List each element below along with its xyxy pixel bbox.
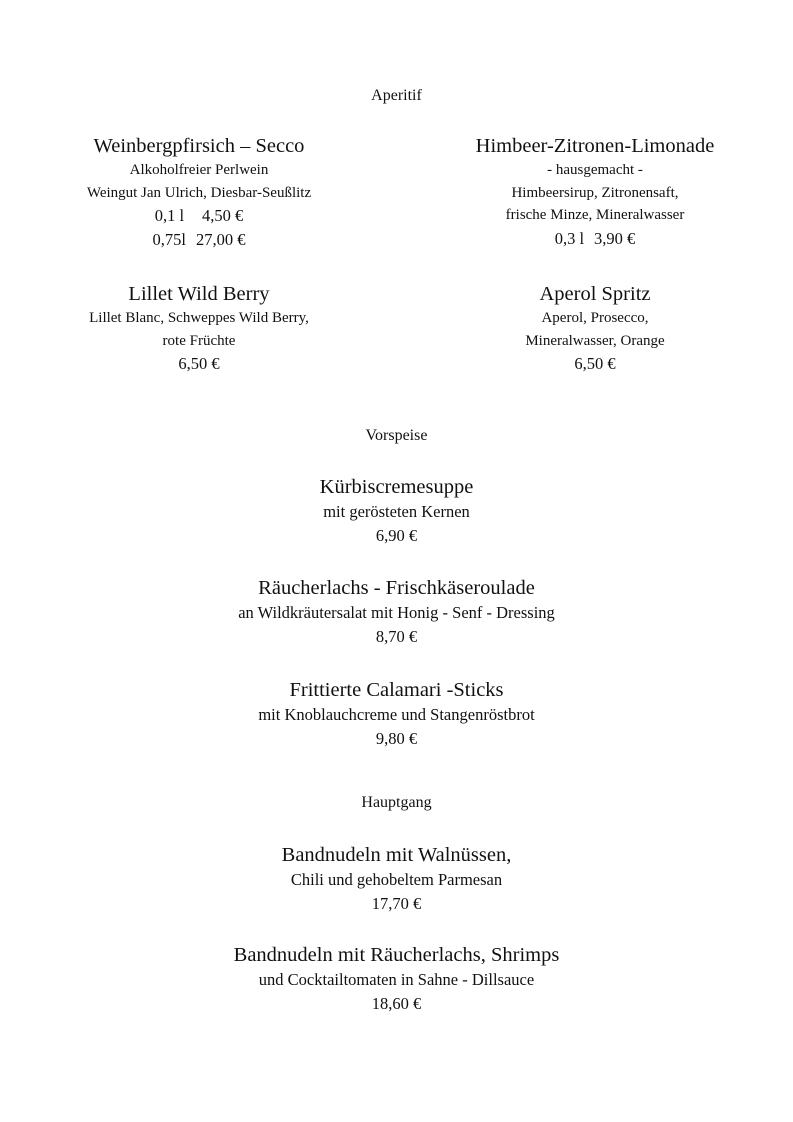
menu-item-bandnudeln-lachs [96,942,697,1016]
item-description: frische Minze, Mineralwasser [505,207,685,223]
item-price: 27,00 € [195,229,246,249]
item-price: 6,50 € [574,354,616,373]
item-price-row [432,227,758,251]
item-name: Himbeer-Zitronen-Limonade [475,135,715,157]
item-description: Chili und gehobeltem Parmesan [290,870,503,889]
item-price: 8,70 € [375,627,418,646]
item-description: rote Früchte [162,332,236,349]
item-description: Himbeersirup, Zitronensaft, [511,184,679,201]
item-name: Weinbergpfirsich – Secco [93,135,305,157]
item-description: Lillet Blanc, Schweppes Wild Berry, [89,310,309,326]
item-price: 9,80 € [375,729,418,748]
item-price: 4,50 € [202,206,244,225]
item-name: Räucherlachs - Frischkäseroulade [258,577,535,599]
menu-item-bandnudeln-walnuss [96,842,697,916]
item-price: 6,90 € [375,526,418,545]
item-name: Lillet Wild Berry [128,283,270,305]
section-title-hauptgang: Hauptgang [361,794,432,811]
menu-item-calamari [96,677,697,751]
menu-item-kuerbiscremesuppe [96,474,697,548]
item-price-row [38,228,360,252]
item-size: 0,1 l [154,206,185,225]
item-price: 17,70 € [371,894,422,913]
item-price: 18,60 € [371,994,422,1013]
item-description: mit Knoblauchcreme und Stangenröstbrot [258,705,535,724]
item-description: Weingut Jan Ulrich, Diesbar-Seußlitz [86,184,312,201]
item-description: mit gerösteten Kernen [323,502,470,521]
item-price-row [38,204,360,228]
item-name: Aperol Spritz [539,283,651,305]
item-description: - hausgemacht - [547,162,643,178]
item-name: Frittierte Calamari -Sticks [289,679,504,701]
menu-item-aperol [432,281,758,376]
menu-item-limonade [432,133,758,250]
menu-item-raeucherlachs-roulade [96,575,697,649]
item-description: Alkoholfreier Perlwein [129,162,269,178]
item-name: Bandnudeln mit Räucherlachs, Shrimps [233,944,560,966]
item-price: 3,90 € [594,228,636,248]
item-price: 6,50 € [178,354,220,373]
item-size: 0,75l [152,229,186,249]
menu-item-lillet [38,281,360,376]
item-description: und Cocktailtomaten in Sahne - Dillsauce [258,970,535,989]
section-title-vorspeise: Vorspeise [365,427,428,444]
menu-item-weinbergpfirsich [38,133,360,251]
item-name: Bandnudeln mit Walnüssen, [281,844,512,866]
section-title-aperitif: Aperitif [371,87,422,104]
item-description: Aperol, Prosecco, [541,310,649,326]
item-size: 0,3 l [554,228,585,248]
item-description: an Wildkräutersalat mit Honig - Senf - Dressing [238,603,555,622]
item-name: Kürbiscremesuppe [319,476,474,498]
item-description: Mineralwasser, Orange [525,332,665,349]
